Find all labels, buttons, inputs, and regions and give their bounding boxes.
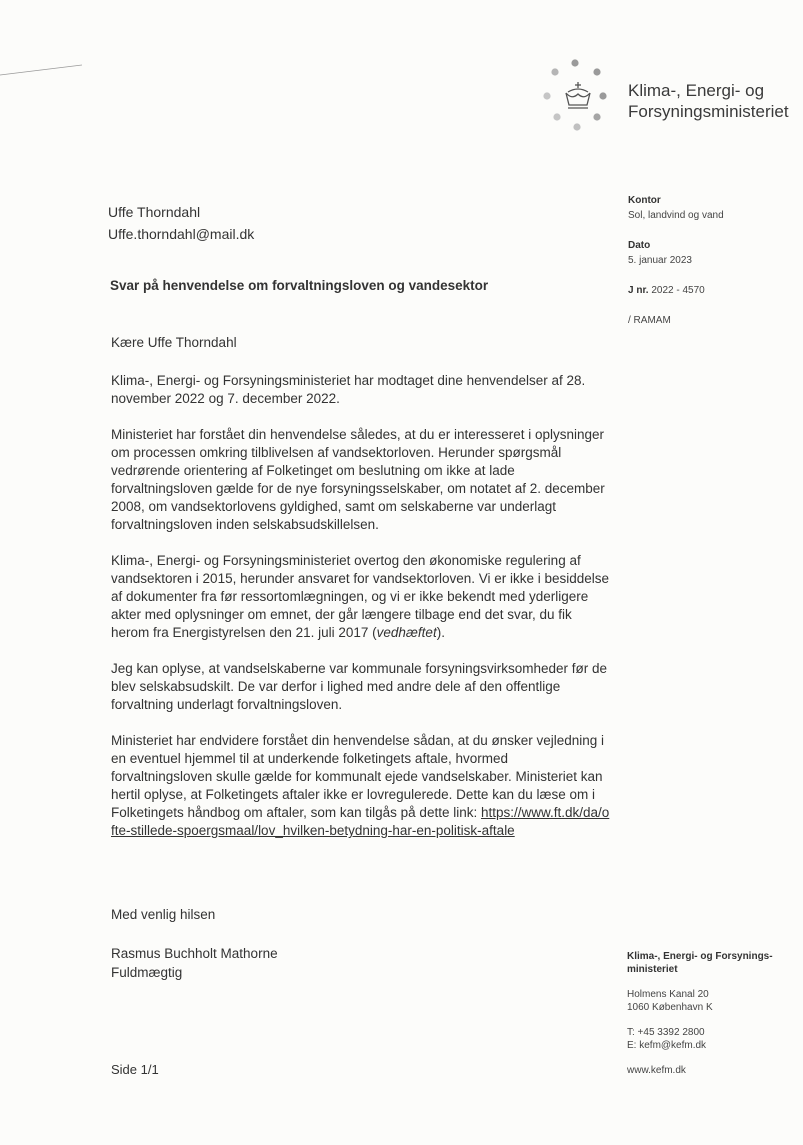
paragraph-4: Jeg kan oplyse, at vandselskaberne var kommunale forsyningsvirksomheder før de blev selskabsudskilt. De var derfor i lighed med andre dele af den offentlige forvaltning underlagt forvaltningsloven. (111, 661, 607, 712)
paragraph-5 (111, 732, 611, 840)
attachment-note: vedhæftet (376, 625, 437, 640)
ministry-name-line2: Forsyningsministeriet (628, 102, 789, 121)
letter-subject: Svar på henvendelse om forvaltningsloven og vandesektor (110, 278, 489, 293)
date-value: 5. januar 2023 (628, 255, 692, 266)
contact-address-line2: 1060 København K (627, 1002, 713, 1013)
contact-org (627, 950, 797, 976)
contact-address (627, 988, 797, 1014)
jnr-value: 2022 - 4570 (651, 285, 705, 296)
jnr-label: J nr. (628, 285, 649, 296)
signature-block (111, 944, 278, 982)
initials: / RAMAM (628, 315, 671, 326)
date-label: Dato (628, 240, 651, 251)
contact-org-line1: Klima-, Energi- og Forsynings- (627, 951, 773, 962)
recipient-email: Uffe.thorndahl@mail.dk (108, 226, 255, 242)
office-label: Kontor (628, 195, 661, 206)
contact-phone-email (627, 1026, 797, 1052)
recipient-name: Uffe Thorndahl (108, 204, 201, 220)
recipient-block (108, 201, 254, 245)
paragraph-5-text: Ministeriet har endvidere forstået din henvendelse sådan, at du ønsker vejledning i en eventuel hjemmel til at underkende folketingets aftale, hvormed forvaltningsloven skulle gælde for kommunalt ejede vandselskaber. Ministeriet kan hertil oplyse, at Folketingets aftaler ikke er lovregulerede. Dette kan du læse om i Folketingets håndbog om aftaler, som kan tilgås på dette link: (111, 733, 605, 820)
contact-email: E: kefm@kefm.dk (627, 1040, 707, 1051)
paragraph-1: Klima-, Energi- og Forsyningsministeriet har modtaget dine henvendelser af 28. november 2022 og 7. december 2022. (111, 373, 586, 406)
handbook-link[interactable]: https://www.ft.dk/da/ofte-stillede-spoergsmaal/lov_hvilken-betydning-har-en-politisk-aftale (111, 805, 610, 838)
contact-org-line2: ministeriet (627, 964, 678, 975)
paragraph-3-text: Klima-, Energi- og Forsyningsministeriet overtog den økonomiske regulering af vandsektoren i 2015, herunder ansvaret for vandsektorloven. Vi er ikke i besiddelse af dokumenter fra før ressortomlægningen, og vi er ikke bekendt med yderligere akter med oplysninger om emnet, der går længere tilbage end det svar, du fik herom fra Energistyrelsen den 21. juli 2017 ( (111, 553, 610, 640)
paragraph-3 (111, 552, 611, 642)
page-number: Side 1/1 (111, 1062, 159, 1077)
signer-title: Fuldmægtig (111, 965, 183, 980)
scan-artifact-line (0, 62, 82, 76)
crown-logo-icon (537, 55, 607, 135)
ministry-name-line1: Klima-, Energi- og (628, 81, 765, 100)
ministry-name (628, 80, 789, 122)
closing: Med venlig hilsen (111, 907, 216, 922)
journal-number (628, 283, 705, 298)
salutation: Kære Uffe Thorndahl (111, 335, 237, 350)
paragraph-3-end: ). (436, 625, 445, 640)
contact-phone: T: +45 3392 2800 (627, 1027, 705, 1038)
signer-name: Rasmus Buchholt Mathorne (111, 946, 278, 961)
office-block (628, 193, 724, 223)
letter-body (111, 334, 611, 858)
contact-web[interactable]: www.kefm.dk (627, 1065, 686, 1076)
contact-address-line1: Holmens Kanal 20 (627, 989, 709, 1000)
paragraph-2: Ministeriet har forstået din henvendelse således, at du er interesseret i oplysninger om processen omkring tilblivelsen af vandsektorloven. Herunder spørgsmål vedrørende orientering af Folketinget om beslutning om ikke at lade forvaltningsloven gælde for de nye forsyningsselskaber, om notatet af 2. december 2008, om vandsektorlovens gyldighed, samt om selskaberne var underlagt forvaltningsloven inden selskabsudskillelsen. (111, 427, 605, 532)
date-block (628, 238, 692, 268)
office-value: Sol, landvind og vand (628, 210, 724, 221)
